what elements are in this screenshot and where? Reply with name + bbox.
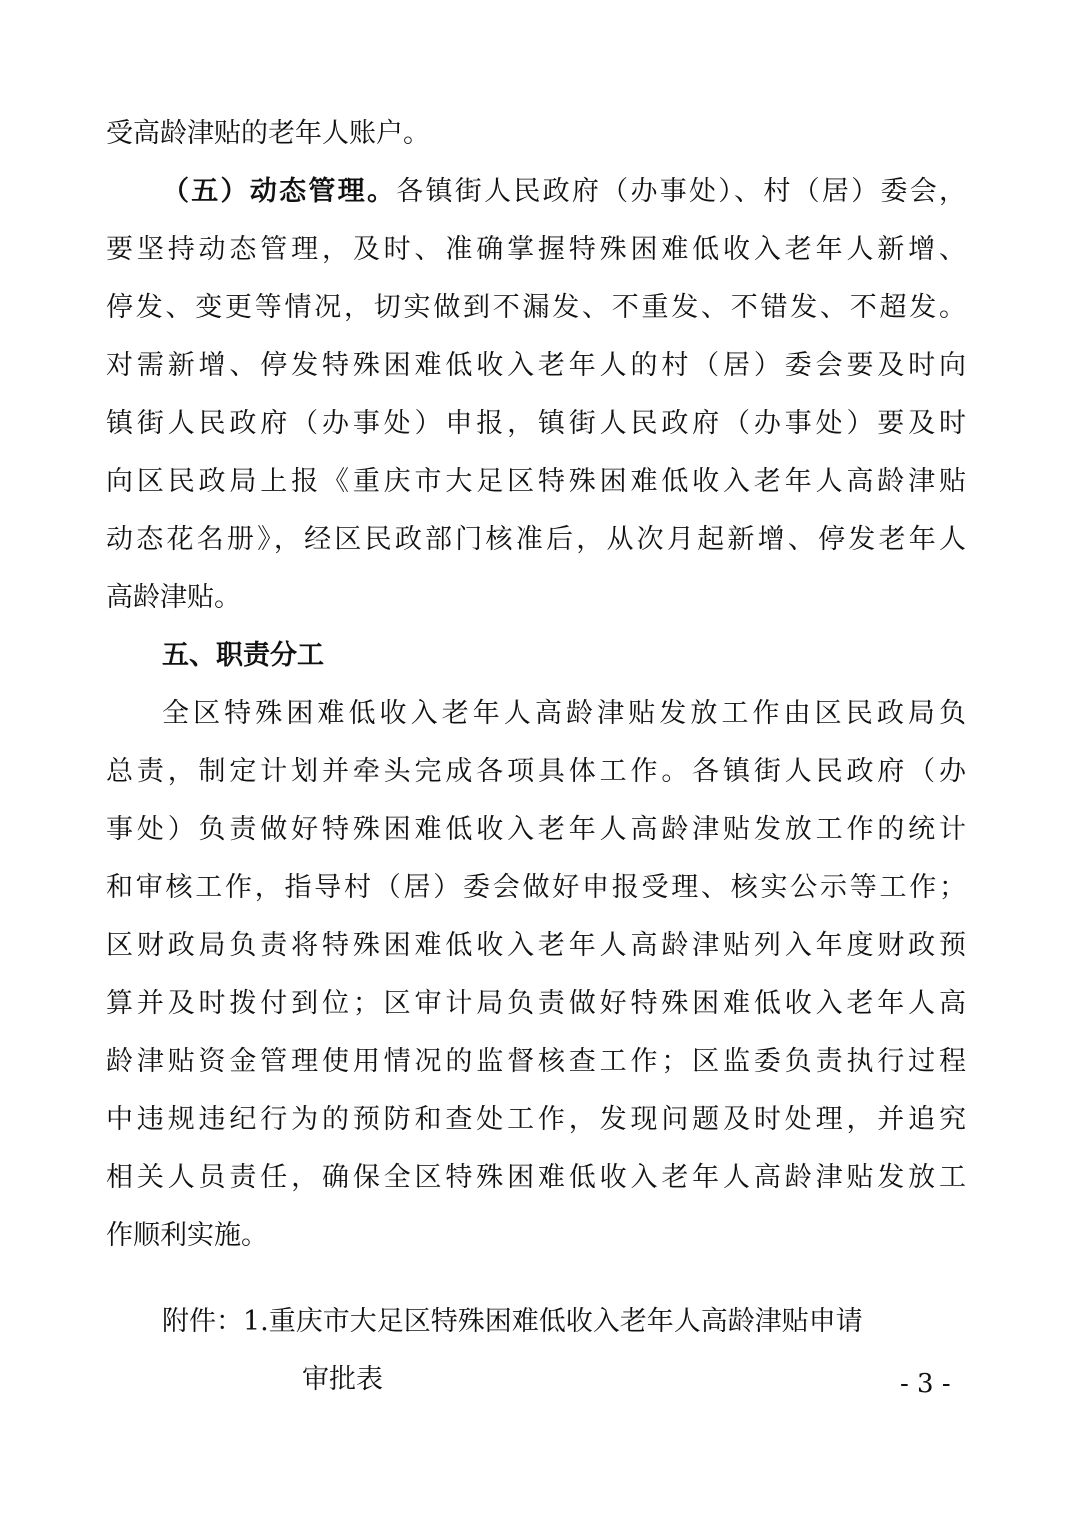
body-line: 向区民政局上报《重庆市大足区特殊困难低收入老年人高龄津贴	[106, 466, 966, 497]
body-line: 相关人员责任，确保全区特殊困难低收入老年人高龄津贴发放工	[106, 1162, 966, 1193]
body-line: 动态花名册》，经区民政部门核准后，从次月起新增、停发老年人	[106, 524, 966, 555]
body-line: 和审核工作，指导村（居）委会做好申报受理、核实公示等工作；	[106, 872, 966, 903]
body-line: 镇街人民政府（办事处）申报，镇街人民政府（办事处）要及时	[106, 408, 966, 439]
body-line: 高龄津贴。	[106, 582, 241, 613]
page-number: - 3 -	[900, 1369, 951, 1399]
body-line: 停发、变更等情况，切实做到不漏发、不重发、不错发、不超发。	[106, 292, 966, 323]
section-heading: 五、职责分工	[162, 640, 324, 671]
body-line: 全区特殊困难低收入老年人高龄津贴发放工作由区民政局负	[162, 698, 966, 729]
attachment-line: 附件：1.重庆市大足区特殊困难低收入老年人高龄津贴申请	[162, 1306, 863, 1337]
body-line: 受高龄津贴的老年人账户。	[106, 118, 430, 149]
body-line: 对需新增、停发特殊困难低收入老年人的村（居）委会要及时向	[106, 350, 966, 381]
body-line: 区财政局负责将特殊困难低收入老年人高龄津贴列入年度财政预	[106, 930, 966, 961]
body-line: 算并及时拨付到位；区审计局负责做好特殊困难低收入老年人高	[106, 988, 966, 1019]
body-line: 作顺利实施。	[106, 1220, 268, 1251]
body-line: 龄津贴资金管理使用情况的监督核查工作；区监委负责执行过程	[106, 1046, 966, 1077]
body-text: 各镇街人民政府（办事处）、村（居）委会，	[396, 176, 967, 207]
body-line: 中违规违纪行为的预防和查处工作，发现问题及时处理，并追究	[106, 1104, 966, 1135]
subsection-title: （五）动态管理。	[162, 176, 397, 207]
body-line: 要坚持动态管理，及时、准确掌握特殊困难低收入老年人新增、	[106, 234, 966, 265]
body-line: 总责，制定计划并牵头完成各项具体工作。各镇街人民政府（办	[106, 756, 966, 787]
body-line	[162, 172, 966, 212]
attachment-line-continued: 审批表	[302, 1364, 383, 1395]
body-line: 事处）负责做好特殊困难低收入老年人高龄津贴发放工作的统计	[106, 814, 966, 845]
